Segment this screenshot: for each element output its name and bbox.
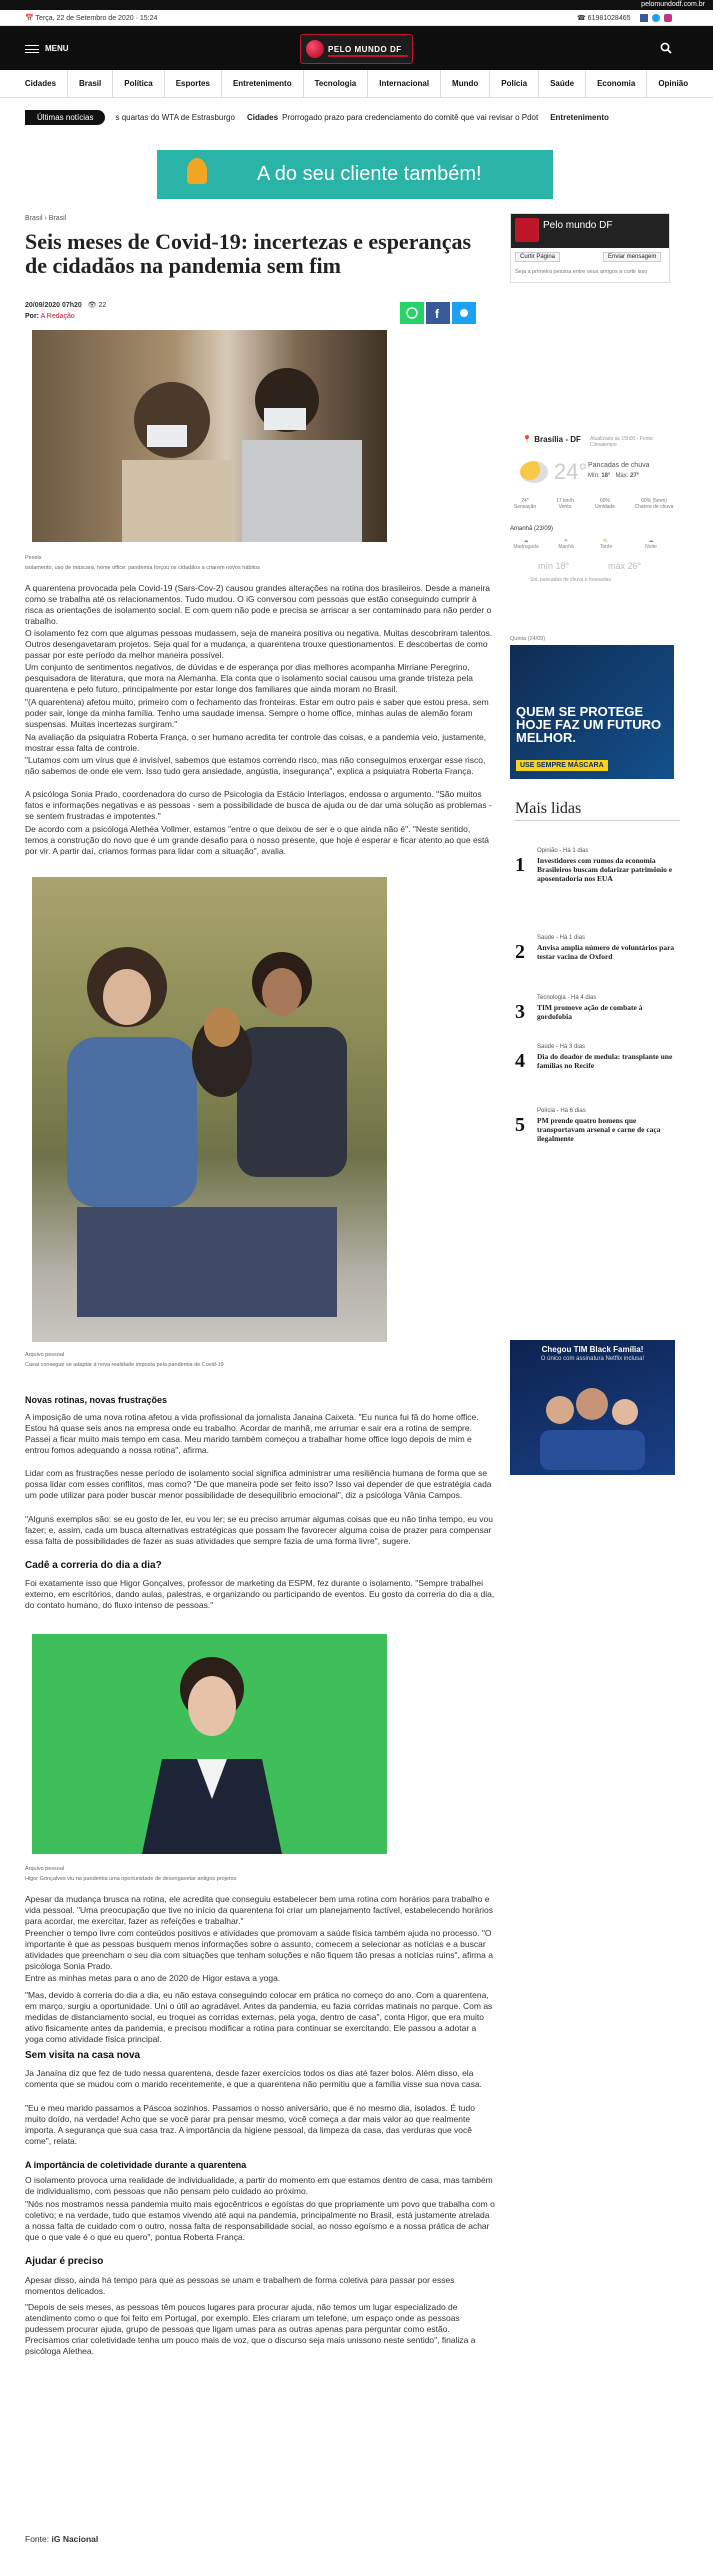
paragraph: "Nós nos mostramos nessa pandemia muito mais egocêntricos e egoístas do que propriamente um povo que trabalha com o coletivo; e na verdade, tudo que estamos vivendo até aqui na pandemia, principalmente no Brasil, está justamente atrelada a nossa falta de cuidado com o outro, nossa falta de responsabilidade social, ao nosso egoísmo e a nossa prática de achar que o que vale é o que eu quero", pontua Roberta França. — [25, 2199, 495, 2242]
weather-temperature: 24° — [554, 459, 588, 484]
family-photo — [530, 1380, 655, 1470]
weather-city: 📍 Brasília - DF — [522, 435, 581, 444]
nav-item-esportes[interactable]: Esportes — [165, 70, 222, 97]
nav-item-internacional[interactable]: Internacional — [368, 70, 441, 97]
nav-item-mundo[interactable]: Mundo — [441, 70, 490, 97]
search-icon[interactable] — [660, 42, 672, 54]
most-read-item[interactable]: 3 Tecnologia - Há 4 dias TIM promove ação de combate à gordofobia — [515, 995, 643, 1023]
paragraph: "Alguns exemplos são: se eu gosto de ler, eu vou ler; se eu preciso arrumar algumas coisas que eu não tinha tempo, eu vou fazer; e, assim, cada um busca alternativas estratégicas que possam lhe favorecer alguma coisa de prazer para compensar essa falta de possibilidades de fazer as suas atividades que sempre fazia de uma forma livre", sugere. — [25, 1514, 493, 1546]
instagram-icon[interactable] — [664, 14, 672, 22]
nav-item-economia[interactable]: Economia — [586, 70, 647, 97]
paragraph: "(A quarentena) afetou muito, primeiro com o fechamento das fronteiras. Estar em outro país e saber que estou presa, sem poder sair, longe da minha família. Tenho uma saudade imensa. Sempre o home office, minhas aulas de alemão foram suspensas. Muitas incertezas surgiram." — [25, 697, 489, 729]
paragraph: "Lutamos com um vírus que é invisível, sabemos que estamos correndo risco, mas não conseguimos enxergar esse risco, não sabemos de onde ele vem. Isso tudo gera ansiedade, angústia, insegurança", explica a psiquiatra Roberta França. — [25, 755, 486, 776]
image-2-caption: Casal consegue se adaptar à nova realidade imposta pela pandemia de Covid-19 — [25, 1362, 224, 1368]
weather-period: ⛅ Tarde — [599, 538, 613, 550]
svg-text:f: f — [435, 307, 439, 321]
news-ticker — [25, 108, 713, 126]
most-read-heading: Mais lidas — [515, 800, 582, 817]
mask-campaign-ad[interactable]: QUEM SE PROTEGE HOJE FAZ UM FUTURO MELHOR. USE SEMPRE MÁSCARA — [510, 645, 674, 779]
nav-item-tecnologia[interactable]: Tecnologia — [304, 70, 369, 97]
weather-updated: Atualizado às 15h00 - Fonte: Climatempo — [590, 436, 654, 448]
menu-button[interactable]: MENU — [25, 44, 69, 53]
paragraph: A quarentena provocada pela Covid-19 (Sars-Cov-2) causou grandes alterações na rotina dos brasileiros. Desde a maneira como se trabalha até os relacionamentos. Tudo mudou. O iG conversou com pessoas que estão conseguindo cumprir à risca as orientações de isolamento social. E com quem não pode e precisa se arriscar a ser contaminado para não perder o trabalho. — [25, 583, 492, 626]
twitter-icon[interactable] — [652, 14, 660, 22]
article-image-1 — [32, 330, 387, 542]
weather-detail: 60% (5mm) Chance de chuva — [634, 498, 674, 510]
ticker-item[interactable]: Cidades Prorrogado prazo para credenciamento do comitê que vai revisar o Pdot — [246, 112, 539, 122]
paragraph: "Depois de seis meses, as pessoas têm poucos lugares para procurar ajuda, não temos um lugar especializado de atendimento como o que foi feito em Portugal, por exemplo. Eles criaram um telefone, um espaço onde as pessoas pudessem procurar ajuda, grupo de pessoas que ligam umas para as outras apenas para perguntar como estão. Precisamos criar coletividade tenha um pouco mais de voz, que o discurso seja mais unissono neste sentido", finaliza a psicóloga Alethea. — [25, 2302, 476, 2356]
most-read-item[interactable]: 1 Opinião - Há 1 dias Investidores com rumos da economia Brasileiros buscam dolarizar patrimônio e aposentadoria nos EUA — [515, 848, 673, 883]
nav-item-cidades[interactable]: Cidades — [14, 70, 68, 97]
ticker-item[interactable]: Entretenimento — [550, 112, 609, 122]
most-read-item[interactable]: 5 Polícia - Há 6 dias PM prende quatro homens que transportavam arsenal e carne de caça ilegalmente — [515, 1108, 661, 1143]
like-page-button[interactable]: Curtir Página — [515, 252, 560, 262]
hamburger-icon — [25, 45, 39, 53]
nav-item-policia[interactable]: Polícia — [490, 70, 539, 97]
tomorrow-condition: Sol, pancadas de chuva e trovoadas — [530, 577, 611, 583]
paragraph: Entre as minhas metas para o ano de 2020 de Higor estava a yoga. — [25, 1973, 281, 1983]
paragraph: "Eu e meu marido passamos a Páscoa sozinhos. Passamos o nosso aniversário, que é no mesmo dia, isolados. É tudo muito doído, na verdade! Acho que se você parar pra pensar mesmo, você começa a dar mais valor ao que realmente importa. A segurança que sua casa traz. A importância da higiene pessoal, da limpeza da casa, das verduras que você come", relata. — [25, 2103, 475, 2146]
man-portrait-photo — [32, 1634, 387, 1854]
nav-item-entretenimento[interactable]: Entretenimento — [222, 70, 304, 97]
paragraph: Foi exatamente isso que Higor Gonçalves, professor de marketing da ESPM, fez durante o isolamento. "Sempre trabalhei externo, em escritórios, dando aulas, palestras, e organizando ou participando de eventos. Eu gosto da correria do dia a dia, do contato humano, do fluxo intenso de pessoas." — [25, 1578, 495, 1610]
paragraph: Apesar da mudança brusca na rotina, ele acredita que conseguiu estabelecer bem uma rotina com horários para trabalho e vida pessoal. "Uma preocupação que tive no início da quarentena foi criar um planejamento factível, estabelecendo horários para acordar, me exercitar, fazer as refeições e trabalhar." — [25, 1894, 493, 1926]
paragraph: O isolamento provoca uma realidade de individualidade, a partir do momento em que estamos dentro de casa, mas também de individualismo, com pessoas que não pensam pelo cuidado ao próximo. — [25, 2175, 493, 2196]
whatsapp-share-icon[interactable] — [400, 302, 424, 324]
breadcrumb: Brasil › Brasil — [25, 215, 67, 222]
paragraph: Na avaliação da psiquiatra Roberta França, o ser humano acredita ter controle das coisas, e a pandemia veio, justamente, mostrar essa falta de controle. — [25, 732, 487, 753]
tim-black-ad[interactable]: Chegou TIM Black Família! O único com assinatura Netflix inclusa! — [510, 1340, 675, 1475]
facebook-widget-text: Seja a primeira pessoa entre seus amigos a curtir isso — [515, 269, 648, 275]
ticker-label: Últimas notícias — [25, 110, 105, 125]
current-date: 📅 Terça, 22 de Setembro de 2020 · 15:24 — [25, 15, 158, 22]
paragraph: Um conjunto de sentimentos negativos, de dúvidas e de esperança por dias melhores acompanha Mirriane Peregrino, pesquisadora de literatura, que mora na Alemanha. Ela conta que o isolamento social causou uma grande tristeza pela quarentena e pelo futuro, principalmente por estar longe dos familiares que ainda moram no Brasil. — [25, 662, 473, 694]
couple-with-dog-photo — [32, 877, 387, 1342]
paragraph: Ja Janaína diz que fez de tudo nessa quarentena, desde fazer exercícios todos os dias até fazer bolos. Além disso, ela comenta que se mudou com o marido recentemente, e que a quarentena não permitiu que a família visse sua nova casa. — [25, 2068, 482, 2089]
weather-condition: Pancadas de chuva — [588, 462, 650, 469]
article-image-2 — [32, 877, 387, 1342]
weather-period: ☁ Noite — [645, 538, 657, 550]
paragraph: "Mas, devido à correria do dia a dia, eu não estava conseguindo colocar em prática no começo do ano. Com a quarentena, em março, surgiu a oportunidade. Uni o útil ao agradável. Antes da pandemia, eu fazia corridas matinais no parque. Com as medidas de distanciamento social, eu troquei as corridas externas, pela yoga, dentro de casa", conta Higor, que era muito ativo fisicamente antes da pandemia, e precisou modificar a rotina para continuar se exercitando. Ele passou a adotar a yoga como atividade física principal. — [25, 1990, 493, 2044]
page-logo-icon — [515, 218, 539, 242]
section-heading: Sem visita na casa nova — [25, 2050, 141, 2061]
site-header — [0, 26, 713, 70]
weather-detail: 17 km/h Vento — [556, 498, 574, 510]
article-source: Fonte: iG Nacional — [25, 2534, 99, 2544]
date-bar — [0, 10, 713, 26]
paragraph: De acordo com a psicóloga Alethéa Vollmer, estamos "entre o que deixou de ser e o que ainda não é". "Neste sentido, temos a construção do novo que é um grande desafio para o nosso presente, que hoje é esperar e ficar atento ao que está por vir. A partir daí, criamos formas para lidar com a situação", avalia. — [25, 824, 490, 856]
weather-period: ☀ Manhã — [558, 538, 574, 550]
article-title: Seis meses de Covid-19: incertezas e esperanças de cidadãos na pandemia sem fim — [25, 229, 472, 278]
weather-widget — [510, 433, 680, 623]
weather-tomorrow-label: Amanhã (23/09) — [510, 526, 554, 532]
send-message-button[interactable]: Enviar mensagem — [603, 252, 661, 262]
nav-item-saude[interactable]: Saúde — [539, 70, 586, 97]
weather-detail: 24° Sensação — [513, 498, 537, 510]
tomorrow-min: mín 18° — [538, 561, 570, 571]
main-nav — [0, 70, 713, 98]
section-heading: Ajudar é preciso — [25, 2256, 104, 2267]
banner-ad[interactable]: A do seu cliente também! — [157, 150, 553, 199]
paragraph: O isolamento fez com que algumas pessoas mudassem, seja de maneira positiva ou negativa. Muitas descobriram talentos. Outros desengavetaram projetos. Seja qual for a mudança, a quarentena trouxe questionamentos. E descobertas de como passar por este período da melhor maneira possível. — [25, 628, 493, 660]
couple-mask-photo — [32, 330, 387, 542]
article-meta: 20/09/2020 07h20 👁 22 — [25, 302, 107, 309]
facebook-icon[interactable] — [640, 14, 648, 22]
section-heading: Novas rotinas, novas frustrações — [25, 1395, 168, 1405]
weather-detail: 60% Umidade — [594, 498, 615, 510]
facebook-share-icon[interactable] — [426, 302, 450, 324]
ticker-item[interactable]: s quartas do WTA de Estrasburgo — [115, 112, 235, 122]
paragraph: Apesar disso, ainda há tempo para que as pessoas se unam e trabalhem de forma coletiva para passar por esses momentos delicados. — [25, 2275, 455, 2296]
medal-icon — [187, 158, 207, 184]
nav-item-brasil[interactable]: Brasil — [68, 70, 113, 97]
most-read-item[interactable]: 4 Saúde - Há 3 dias Dia do doador de medula: transplante une famílias no Recife — [515, 1044, 673, 1072]
most-read-item[interactable]: 2 Saúde - Há 1 dias Anvisa amplia número de voluntários para testar vacina de Oxford — [515, 935, 675, 963]
paragraph: A imposição de uma nova rotina afetou a vida profissional da jornalista Janaina Caixeta. "Eu nunca fui fã do home office. Estou há quase seis anos na empresa onde eu trabalho. Acordar de manhã, me arrumar e sair era a rotina de sempre. Passei a ficar muito mais tempo em casa. Meu marido também começou a trabalhar home office logo depois de mim e entrou fomos adequando a nossa rotina", afirma. — [25, 1412, 479, 1455]
section-heading: A importância de coletividade durante a quarentena — [25, 2160, 247, 2170]
facebook-page-widget: Pelo mundo DF Curtir Página Enviar mensagem Seja a primeira pessoa entre seus amigos a curtir isso — [510, 213, 670, 283]
paragraph: Lidar com as frustrações nesse período de isolamento social significa administrar uma resiliência humana de forma que se possa lidar com esses conflitos, mas como? "De que maneira pode ser feito isso? Isso vai depender de que estratégia cada um pode utilizar para poder buscar menor possibilidade de desequilíbrio emocional", diz a psicóloga Vânia Campos. — [25, 1468, 492, 1500]
ad-date-label: Quinta (24/09) — [510, 636, 546, 642]
twitter-share-icon[interactable] — [452, 302, 476, 324]
phone-number: ☎ 61981028465 — [577, 15, 631, 22]
paragraph: Preencher o tempo livre com conteúdos positivos e atividades que promovam a saúde física também ajuda no processo. "O importante é que as pessoas busquem menos informações sobre o assunto, comecem a selecionar as notícias e a buscar atividades que preencham o seu dia com situações que tenham soluções e não fiquem tão presas a notícias ruins", afirma a psicóloga Sonia Prado. — [25, 1928, 493, 1971]
partly-cloudy-icon — [520, 461, 548, 483]
top-ad-text: pelomundodf.com.br — [641, 1, 705, 8]
image-2-credit: Arquivo pessoal — [25, 1352, 65, 1358]
section-heading: Cadê a correria do dia a dia? — [25, 1560, 162, 1571]
tomorrow-max: máx 26° — [608, 561, 642, 571]
weather-period: ☁ Madrugada — [513, 538, 539, 550]
article-author: Por: A Redação — [25, 313, 75, 320]
globe-icon — [306, 40, 324, 58]
image-1-caption: isolamento, uso de máscara, home office: pandemia forçou os cidadãos a criarem novos hábitos — [25, 565, 260, 571]
nav-item-opiniao[interactable]: Opinião — [658, 79, 689, 88]
image-1-credit: Pexels — [25, 555, 42, 561]
paragraph: A psicóloga Sonia Prado, coordenadora do curso de Psicologia da Estácio Interlagos, endossa o argumento. "São muitos fatos e informações negativas e as pessoas - sem a possibilidade de busca de ajuda ou de dar uma solução as problemas - se sentem frustradas e impotentes." — [25, 789, 492, 821]
weather-min-max: Mín: 18° Máx: 27° — [588, 473, 640, 479]
article-image-3 — [32, 1634, 387, 1854]
image-3-caption: Higor Gonçalves viu na pandemia uma oportunidade de desengavetar antigos projetos — [25, 1876, 237, 1882]
site-logo[interactable]: PELO MUNDO DF — [300, 34, 413, 64]
top-strip — [0, 0, 713, 10]
image-3-credit: Arquivo pessoal — [25, 1866, 65, 1872]
nav-item-politica[interactable]: Política — [113, 70, 164, 97]
